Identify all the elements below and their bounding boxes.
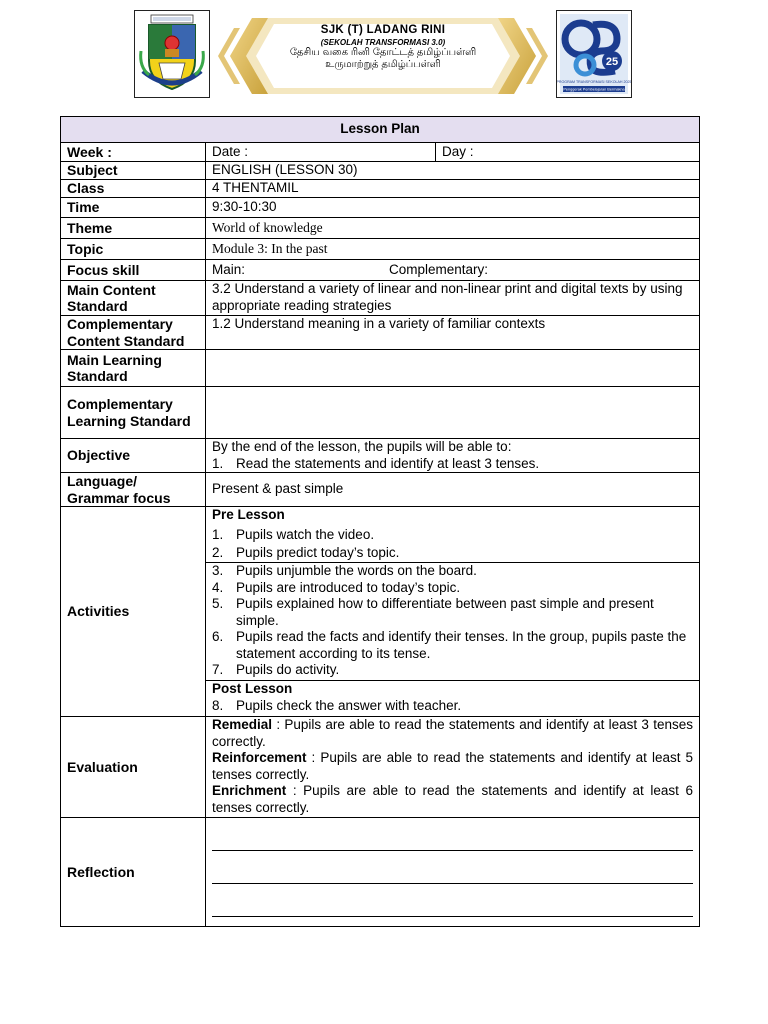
time-row <box>61 198 700 218</box>
main-content-standard-label: Main Content Standard <box>61 281 206 316</box>
school-header <box>134 10 632 100</box>
list-item-text: Pupils are introduced to today’s topic. <box>236 579 461 595</box>
pre-lesson-list <box>212 527 693 562</box>
while-lesson-list <box>212 563 693 679</box>
list-item <box>212 662 693 679</box>
table-title-row <box>61 117 700 143</box>
subject-row <box>61 162 700 180</box>
reflection-label: Reflection <box>61 818 206 927</box>
pre-lesson-heading: Pre Lesson <box>212 507 285 522</box>
list-item-number: 3. <box>212 563 224 578</box>
theme-label: Theme <box>61 218 206 239</box>
grammar-focus-row <box>61 473 700 507</box>
objective-intro: By the end of the lesson, the pupils will be able to: <box>212 439 512 454</box>
remedial-description: : Pupils are able to read the statements and identify at least 3 tenses correctly. <box>212 717 693 749</box>
day-label: Day : <box>436 143 700 162</box>
main-content-standard-value: 3.2 Understand a variety of linear and non-linear print and digital texts by using appropriate reading strategies <box>206 281 700 316</box>
lesson-plan-table <box>60 116 700 927</box>
reflection-row <box>61 818 700 927</box>
week-label: Week : <box>61 143 206 162</box>
enrichment-label: Enrichment <box>212 783 287 798</box>
post-lesson-cell <box>206 681 700 717</box>
complementary-content-standard-value: 1.2 Understand meaning in a variety of familiar contexts <box>206 316 700 350</box>
ts25-caption: PROGRAM TRANSFORMASI SEKOLAH 2025 <box>557 80 631 84</box>
list-item-number: 6. <box>212 629 224 644</box>
school-subtitle: (SEKOLAH TRANSFORMASI 3.0) <box>320 38 446 47</box>
objective-item <box>212 456 693 473</box>
list-item-number: 1. <box>212 526 224 542</box>
objective-label: Objective <box>61 439 206 473</box>
list-item <box>212 596 693 629</box>
topic-row <box>61 239 700 260</box>
focus-skill-cell <box>206 260 700 281</box>
focus-main-label: Main: <box>212 261 246 277</box>
subject-value: ENGLISH (LESSON 30) <box>206 162 700 180</box>
reflection-line[interactable] <box>212 851 693 884</box>
list-item-number: 2. <box>212 545 224 560</box>
complementary-learning-standard-label: Complementary Learning Standard <box>61 387 206 439</box>
week-row <box>61 143 700 162</box>
activities-pre-row <box>61 507 700 563</box>
class-row <box>61 180 700 198</box>
focus-complementary-label: Complementary: <box>389 261 489 277</box>
list-item <box>212 580 693 597</box>
topic-value: Module 3: In the past <box>206 239 700 260</box>
objective-item-text: Read the statements and identify at least 3 tenses. <box>236 455 540 471</box>
reinforcement-text <box>212 750 693 783</box>
post-lesson-heading: Post Lesson <box>212 681 293 696</box>
evaluation-cell <box>206 717 700 818</box>
reflection-line[interactable] <box>212 818 693 851</box>
remedial-label: Remedial <box>212 717 273 732</box>
reflection-cell <box>206 818 700 927</box>
ts25-logo <box>556 10 632 98</box>
list-item-text: Pupils check the answer with teacher. <box>236 697 462 713</box>
date-label: Date : <box>206 143 436 162</box>
ts25-number: 25 <box>605 56 619 68</box>
table-title: Lesson Plan <box>61 117 700 143</box>
list-item-number: 5. <box>212 596 224 611</box>
list-item-text: Pupils predict today’s topic. <box>236 545 400 560</box>
enrichment-description: : Pupils are able to read the statements and identify at least 6 tenses correctly. <box>212 783 693 815</box>
focus-skill-row <box>61 260 700 281</box>
while-lesson-cell <box>206 563 700 681</box>
reinforcement-label: Reinforcement <box>212 750 307 765</box>
list-item <box>212 563 693 580</box>
pre-lesson-cell <box>206 507 700 563</box>
enrichment-text <box>212 783 693 816</box>
complementary-learning-standard-row <box>61 387 700 439</box>
objective-cell <box>206 439 700 473</box>
list-item-number: 4. <box>212 579 224 595</box>
list-item-number: 8. <box>212 697 224 713</box>
evaluation-label: Evaluation <box>61 717 206 818</box>
school-tagline-tamil: உருமாற்றுத் தமிழ்ப்பள்ளி <box>325 59 441 70</box>
main-learning-standard-row <box>61 350 700 387</box>
ts25-tagline: Penggerak Pembelajaran Bermakna <box>563 87 625 92</box>
remedial-text <box>212 717 693 750</box>
school-name-tamil: தேசிய வகை ரினி தோட்டத் தமிழ்ப்பள்ளி <box>289 47 477 58</box>
list-item-text: Pupils read the facts and identify their tenses. In the group, pupils paste the statement according to its tense. <box>236 629 687 661</box>
time-label: Time <box>61 198 206 218</box>
list-item <box>212 698 693 715</box>
main-content-standard-row <box>61 281 700 316</box>
main-learning-standard-value <box>206 350 700 387</box>
subject-label: Subject <box>61 162 206 180</box>
class-value: 4 THENTAMIL <box>206 180 700 198</box>
topic-label: Topic <box>61 239 206 260</box>
main-learning-standard-label: Main Learning Standard <box>61 350 206 387</box>
list-item <box>212 545 693 562</box>
list-item-text: Pupils unjumble the words on the board. <box>236 563 477 578</box>
grammar-focus-value: Present & past simple <box>206 473 700 507</box>
objective-item-number: 1. <box>212 455 224 471</box>
list-item-number: 7. <box>212 662 224 677</box>
school-name: SJK (T) LADANG RINI <box>320 24 446 36</box>
evaluation-row <box>61 717 700 818</box>
grammar-focus-label: Language/ Grammar focus <box>61 473 206 507</box>
activities-label: Activities <box>61 507 206 717</box>
focus-skill-label: Focus skill <box>61 260 206 281</box>
theme-value: World of knowledge <box>206 218 700 239</box>
objective-row <box>61 439 700 473</box>
list-item-text: Pupils watch the video. <box>236 526 375 542</box>
time-value: 9:30-10:30 <box>206 198 700 218</box>
school-crest-logo <box>134 10 210 98</box>
reinforcement-description: : Pupils are able to read the statements and identify at least 5 tenses correctly. <box>212 750 693 782</box>
school-banner <box>216 14 550 98</box>
list-item <box>212 629 693 662</box>
list-item-text: Pupils explained how to differentiate between past simple and present simple. <box>236 596 654 628</box>
list-item-text: Pupils do activity. <box>236 662 340 677</box>
complementary-content-standard-row <box>61 316 700 350</box>
post-lesson-list <box>212 698 693 715</box>
complementary-learning-standard-value <box>206 387 700 439</box>
class-label: Class <box>61 180 206 198</box>
theme-row <box>61 218 700 239</box>
complementary-content-standard-label: Complementary Content Standard <box>61 316 206 350</box>
list-item <box>212 527 693 544</box>
reflection-line[interactable] <box>212 884 693 917</box>
